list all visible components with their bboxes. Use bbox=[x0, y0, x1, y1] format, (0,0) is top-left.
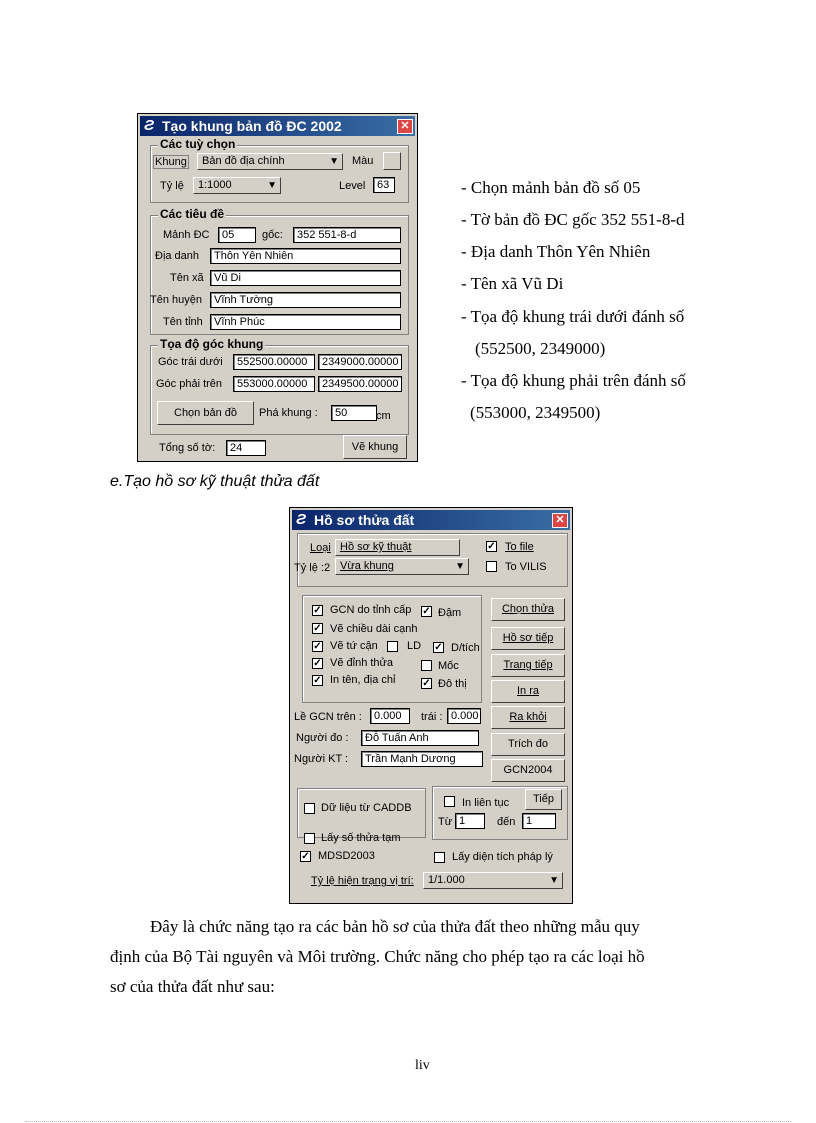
top-right-y-field[interactable]: 2349500.00000 bbox=[318, 376, 402, 392]
bullet-item: - Tọa độ khung phải trên đánh số bbox=[461, 371, 686, 390]
to-field[interactable]: 1 bbox=[522, 813, 556, 829]
draw-frame-button[interactable]: Vẽ khung bbox=[343, 435, 407, 459]
origin-field[interactable]: 352 551-8-d bbox=[293, 227, 401, 243]
caddb-checkbox[interactable] bbox=[304, 803, 315, 814]
vertices-checkbox[interactable]: ✓ bbox=[313, 658, 322, 669]
bullet-item: - Tờ bản đồ ĐC gốc 352 551-8-d bbox=[461, 210, 685, 229]
legal-area-label: Lấy diện tích pháp lý bbox=[452, 851, 553, 863]
district-label: Tên huyện bbox=[150, 294, 202, 306]
paragraph-line: định của Bộ Tài nguyên và Môi trường. Chức năng cho phép tạo ra các loại hồ bbox=[110, 947, 645, 966]
temp-parcel-checkbox[interactable] bbox=[304, 833, 315, 844]
bottom-left-x-field[interactable]: 552500.00000 bbox=[233, 354, 315, 370]
boundaries-checkbox[interactable]: ✓ bbox=[313, 641, 322, 652]
edge-length-checkbox[interactable]: ✓ bbox=[313, 623, 322, 634]
boundaries-label: Vẽ tứ cận bbox=[330, 640, 378, 652]
print-name-label: In tên, địa chỉ bbox=[330, 674, 396, 686]
color-label: Màu bbox=[352, 155, 374, 167]
margin-left-label: trái : bbox=[421, 711, 443, 723]
origin-label: gốc: bbox=[262, 229, 283, 241]
scale-label: Tỷ lệ bbox=[160, 180, 184, 192]
edge-length-label: Vẽ chiều dài cạnh bbox=[330, 623, 418, 635]
type-label: Loại bbox=[310, 542, 331, 554]
dam-checkbox[interactable]: ✓ bbox=[422, 606, 431, 617]
to-label: đến bbox=[497, 816, 516, 828]
continuous-print-label: In liên tục bbox=[462, 797, 510, 809]
bullet-item: - Tên xã Vũ Di bbox=[461, 274, 564, 293]
province-label: Tên tỉnh bbox=[163, 316, 203, 328]
continuous-print-checkbox[interactable] bbox=[444, 796, 455, 807]
total-label: Tổng số tờ: bbox=[159, 442, 216, 454]
chevron-down-icon: ▼ bbox=[267, 180, 277, 191]
checker-field[interactable]: Trần Mạnh Dương bbox=[361, 751, 483, 767]
urban-checkbox[interactable]: ✓ bbox=[422, 678, 431, 689]
scale-select[interactable]: 1:1000 ▼ bbox=[193, 177, 281, 194]
bottom-left-y-field[interactable]: 2349000.00000 bbox=[318, 354, 402, 370]
from-field[interactable]: 1 bbox=[455, 813, 485, 829]
legal-area-checkbox[interactable] bbox=[434, 852, 445, 863]
frame-label: Khung bbox=[155, 156, 187, 168]
margin-left-field[interactable]: 0.000 bbox=[447, 708, 481, 724]
color-button[interactable] bbox=[383, 152, 401, 170]
area-checkbox[interactable]: ✓ bbox=[434, 642, 443, 653]
bullet-item: - Địa danh Thôn Yên Nhiên bbox=[461, 242, 651, 261]
bullet-item: (553000, 2349500) bbox=[470, 403, 601, 422]
break-label: Phá khung : bbox=[259, 407, 318, 419]
dam-label: Đậm bbox=[438, 607, 462, 619]
app-logo-icon: Ƨ bbox=[144, 117, 155, 134]
chevron-down-icon: ▼ bbox=[549, 875, 559, 886]
district-field[interactable]: Vĩnh Tường bbox=[210, 292, 401, 308]
surveyor-label: Người đo : bbox=[296, 732, 349, 744]
margin-top-field[interactable]: 0.000 bbox=[370, 708, 410, 724]
place-field[interactable]: Thôn Yên Nhiên bbox=[210, 248, 401, 264]
next-record-button[interactable]: Hồ sơ tiếp bbox=[491, 627, 565, 650]
commune-field[interactable]: Vũ Di bbox=[210, 270, 401, 286]
sheet-field[interactable]: 05 bbox=[218, 227, 256, 243]
level-label: Level bbox=[339, 180, 366, 192]
surveyor-field[interactable]: Đỗ Tuấn Anh bbox=[361, 730, 479, 746]
scale-label: Tỷ lệ :2 bbox=[294, 562, 331, 574]
mdsd-label: MDSD2003 bbox=[318, 850, 375, 862]
sheet-label: Mảnh ĐC bbox=[163, 229, 210, 241]
page-number: liv bbox=[415, 1058, 430, 1073]
scale-select[interactable]: Vừa khung ▼ bbox=[335, 558, 469, 575]
marker-label: Mốc bbox=[438, 660, 459, 672]
close-icon[interactable]: ✕ bbox=[397, 119, 413, 134]
province-field[interactable]: Vĩnh Phúc bbox=[210, 314, 401, 330]
from-label: Từ bbox=[438, 816, 453, 828]
chevron-down-icon: ▼ bbox=[455, 561, 465, 572]
footer-divider bbox=[25, 1121, 791, 1122]
parcel-record-dialog bbox=[289, 507, 573, 904]
to-file-label: To file bbox=[505, 541, 534, 553]
bullet-item: (552500, 2349000) bbox=[475, 339, 606, 358]
bullet-item: - Tọa độ khung trái dưới đánh số bbox=[461, 307, 685, 326]
top-right-x-field[interactable]: 553000.00000 bbox=[233, 376, 315, 392]
next-page-button[interactable]: Trang tiếp bbox=[491, 654, 565, 677]
coords-group-label: Tọa độ góc khung bbox=[160, 337, 264, 351]
mdsd-checkbox[interactable]: ✓ bbox=[301, 851, 310, 862]
checker-label: Người KT : bbox=[294, 753, 349, 765]
map-frame-dialog bbox=[137, 113, 418, 462]
select-parcel-button[interactable]: Chọn thửa bbox=[491, 598, 565, 621]
bullet-item: - Chọn mảnh bản đồ số 05 bbox=[461, 178, 641, 197]
ld-label: LD bbox=[407, 640, 422, 652]
close-icon[interactable]: ✕ bbox=[552, 513, 568, 528]
body-paragraph bbox=[110, 912, 720, 1002]
to-vilis-label: To VILIS bbox=[505, 561, 547, 573]
print-button[interactable]: In ra bbox=[491, 680, 565, 703]
app-logo-icon: Ƨ bbox=[296, 511, 307, 528]
paragraph-line: Đây là chức năng tạo ra các bản hồ sơ của thửa đất theo những mẫu quy bbox=[150, 917, 640, 936]
break-field[interactable]: 50 bbox=[331, 405, 377, 421]
choose-map-button[interactable]: Chọn bản đồ bbox=[157, 401, 254, 425]
continue-button[interactable]: Tiếp bbox=[525, 789, 562, 810]
current-scale-label: Tỷ lệ hiện trạng vị trí: bbox=[311, 875, 414, 887]
to-vilis-checkbox[interactable] bbox=[486, 561, 497, 572]
commune-label: Tên xã bbox=[170, 272, 204, 284]
gcn-checkbox[interactable]: ✓ bbox=[313, 605, 322, 616]
frame-select[interactable]: Bản đồ địa chính ▼ bbox=[197, 153, 343, 170]
bottom-left-label: Góc trái dưới bbox=[158, 356, 223, 368]
dialog-title: Hồ sơ thửa đất bbox=[314, 512, 415, 528]
vertices-label: Vẽ đỉnh thửa bbox=[330, 657, 394, 669]
break-unit: cm bbox=[376, 410, 391, 422]
titles-group-label: Các tiêu đề bbox=[160, 207, 225, 221]
paragraph-line: sơ của thửa đất như sau: bbox=[110, 977, 275, 996]
temp-parcel-label: Lấy số thửa tạm bbox=[321, 832, 401, 844]
area-label: D/tích bbox=[451, 642, 480, 654]
urban-label: Đô thị bbox=[438, 678, 467, 690]
survey-extract-button[interactable]: Trích đo bbox=[491, 733, 565, 756]
options-group-label: Các tuỳ chọn bbox=[160, 137, 236, 151]
top-right-label: Góc phải trên bbox=[156, 378, 223, 390]
gcn-label: GCN do tỉnh cấp bbox=[330, 604, 412, 616]
total-field[interactable]: 24 bbox=[226, 440, 266, 456]
section-heading: e.Tạo hồ sơ kỹ thuật thửa đất bbox=[110, 473, 320, 490]
place-label: Địa danh bbox=[155, 250, 200, 262]
level-field[interactable]: 63 bbox=[373, 177, 395, 193]
print-name-checkbox[interactable]: ✓ bbox=[313, 675, 322, 686]
chevron-down-icon: ▼ bbox=[329, 156, 339, 167]
margin-top-label: Lề GCN trên : bbox=[294, 711, 362, 723]
current-scale-select[interactable]: 1/1.000 ▼ bbox=[423, 872, 563, 889]
marker-checkbox[interactable] bbox=[421, 660, 432, 671]
type-select[interactable]: Hồ sơ kỹ thuật bbox=[335, 539, 460, 556]
exit-button[interactable]: Ra khỏi bbox=[491, 706, 565, 729]
title-bar[interactable] bbox=[292, 510, 570, 530]
to-file-checkbox[interactable]: ✓ bbox=[487, 541, 496, 552]
title-bar[interactable] bbox=[140, 116, 415, 136]
gcn2004-button[interactable]: GCN2004 bbox=[491, 759, 565, 782]
dialog-title: Tạo khung bản đồ ĐC 2002 bbox=[162, 118, 342, 134]
ld-checkbox[interactable] bbox=[387, 641, 398, 652]
caddb-label: Dữ liệu từ CADDB bbox=[321, 802, 412, 814]
